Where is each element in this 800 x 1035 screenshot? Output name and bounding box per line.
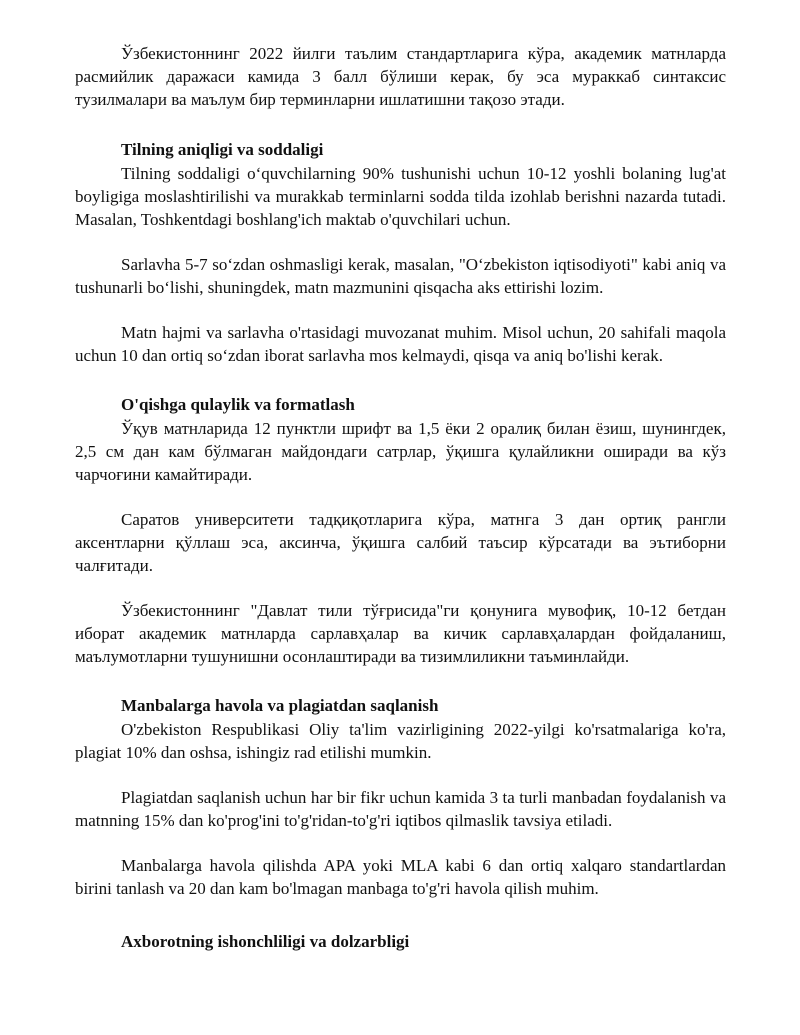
section-heading-clarity: Tilning aniqligi va soddaligi <box>121 140 324 159</box>
paragraph-readability-2: Саратов университети тадқиқотларига кўра, матнга 3 дан ортиқ рангли аксентларни қўллаш эса, аксинча, ўқишга салбий таъсир кўрсатади ва эътиборни чалғитади. <box>75 510 726 575</box>
paragraph-clarity-3: Matn hajmi va sarlavha o'rtasidagi muvozanat muhim. Misol uchun, 20 sahifali maqola uchun 10 dan ortiq so‘zdan iborat sarlavha mos kelmaydi, qisqa va aniq bo'lishi kerak. <box>75 323 726 365</box>
paragraph-sources-2: Plagiatdan saqlanish uchun har bir fikr uchun kamida 3 ta turli manbadan foydalanish va matnning 15% dan ko'prog'ini to'g'ridan-to'g'ri iqtibos qilmaslik tavsiya etiladi. <box>75 788 726 830</box>
section-heading-reliability: Axborotning ishonchliligi va dolzarbligi <box>121 932 410 951</box>
intro-paragraph: Ўзбекистоннинг 2022 йилги таълим стандартларига кўра, академик матнларда расмийлик даражаси камида 3 балл бўлиши керак, бу эса мураккаб синтаксис тузилмалари ва маълум бир терминларни ишлатишни тақозо этади. <box>75 44 726 109</box>
section-heading-readability: O'qishga qulaylik va formatlash <box>121 395 355 414</box>
paragraph-readability-3: Ўзбекистоннинг "Давлат тили тўғрисида"ги қонунига мувофиқ, 10-12 бетдан иборат академик матнларда сарлавҳалар ва кичик сарлавҳалардан фойдаланиш, маълумотларни тушунишни осонлаштиради ва тизимлиликни таъминлайди. <box>75 601 726 666</box>
paragraph-clarity-2: Sarlavha 5-7 so‘zdan oshmasligi kerak, masalan, "O‘zbekiston iqtisodiyoti" kabi aniq va tushunarli bo‘lishi, shuningdek, matn mazmunini qisqacha aks ettirishi lozim. <box>75 255 726 297</box>
section-heading-sources: Manbalarga havola va plagiatdan saqlanish <box>121 696 439 715</box>
paragraph-readability-1: Ўқув матнларида 12 пунктли шрифт ва 1,5 ёки 2 оралиқ билан ёзиш, шунингдек, 2,5 см дан кам бўлмаган майдондаги сатрлар, ўқишга қулайликни оширади ва кўз чарчоғини камайтиради. <box>75 419 726 484</box>
document-page <box>75 42 726 954</box>
paragraph-sources-3: Manbalarga havola qilishda APA yoki MLA kabi 6 dan ortiq xalqaro standartlardan birini tanlash va 20 dan kam bo'lmagan manbaga to'g'ri havola qilish muhim. <box>75 856 726 898</box>
paragraph-sources-1: O'zbekiston Respublikasi Oliy ta'lim vazirligining 2022-yilgi ko'rsatmalariga ko'ra, plagiat 10% dan oshsa, ishingiz rad etilishi mumkin. <box>75 720 726 762</box>
paragraph-clarity-1: Tilning soddaligi o‘quvchilarning 90% tushunishi uchun 10-12 yoshli bolaning lug'at boyligiga moslashtirilishi va murakkab terminlarni sodda tilda izohlab berishni nazarda tutadi. Masalan, Toshkentdagi boshlang'ich maktab o'quvchilari uchun. <box>75 164 726 229</box>
